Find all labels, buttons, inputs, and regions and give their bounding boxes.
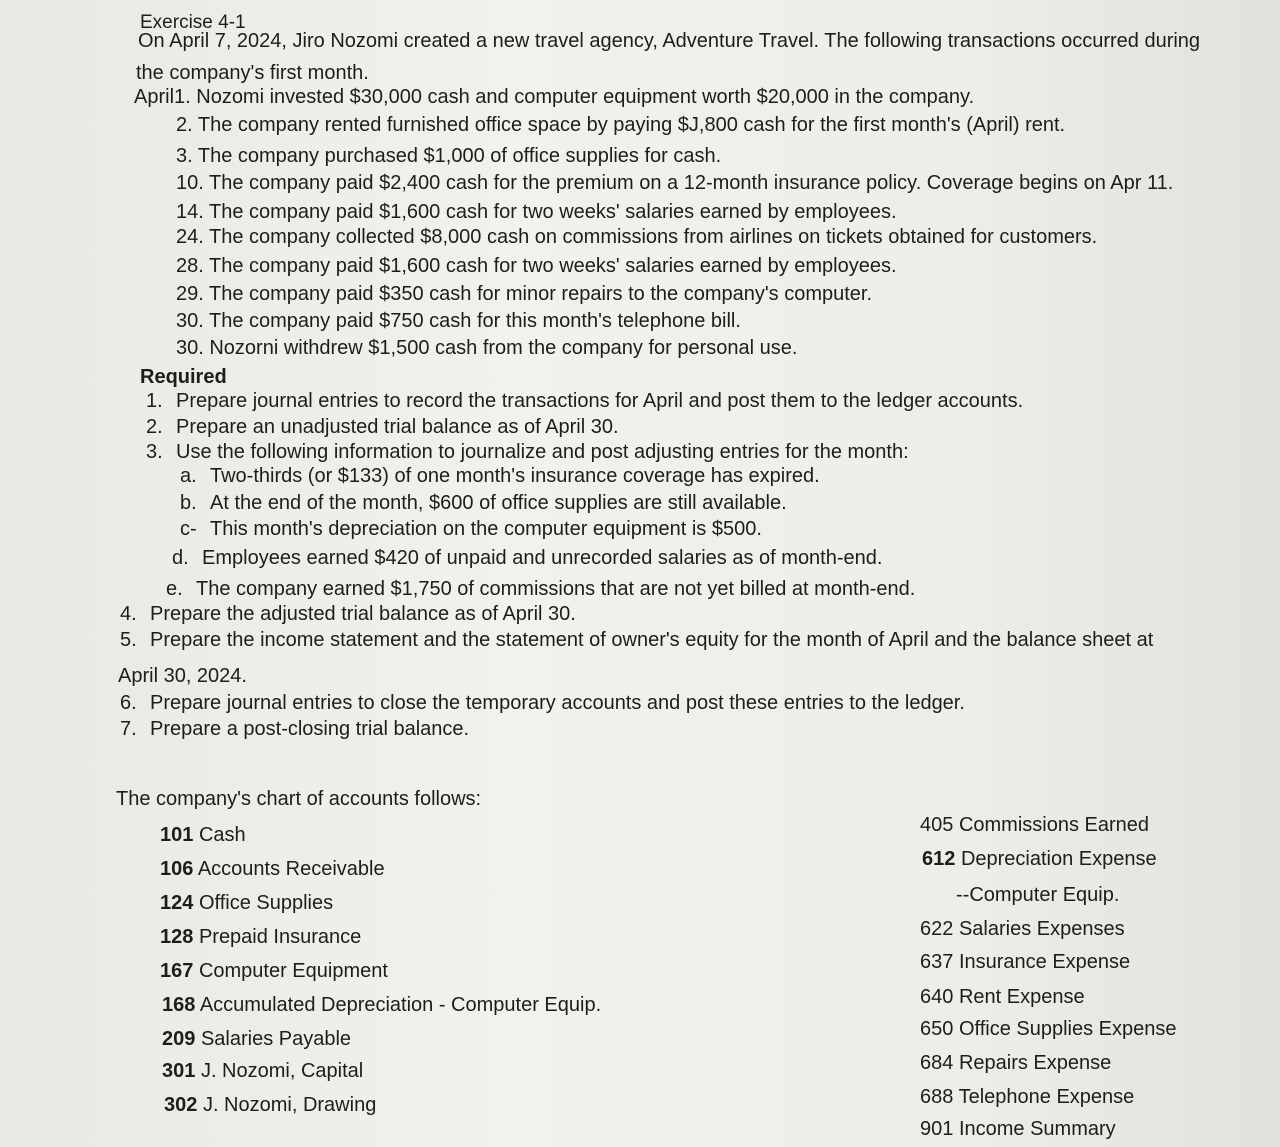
account-number: 637 <box>920 951 954 973</box>
account-name: Rent Expense <box>958 986 1085 1008</box>
transaction-line: 30. Nozorni withdrew $1,500 cash from the company for personal use. <box>176 337 798 359</box>
account-number: 128 <box>160 926 194 948</box>
account-name: Depreciation Expense <box>960 848 1157 870</box>
required-item-text: Prepare the income statement and the statement of owner's equity for the month of April and the balance sheet at <box>150 629 1154 651</box>
account-name: Computer Equipment <box>198 960 388 982</box>
adjustment-item <box>166 578 915 601</box>
transaction-line: 24. The company collected $8,000 cash on commissions from airlines on tickets obtained for customers. <box>176 226 1098 248</box>
required-item-text: April 30, 2024. <box>118 665 247 687</box>
transaction-line: 28. The company paid $1,600 cash for two weeks' salaries earned by employees. <box>176 255 897 277</box>
account-entry <box>160 960 388 983</box>
adjustment-item <box>180 492 787 515</box>
account-name: Salaries Payable <box>200 1028 352 1050</box>
account-name: Accounts Receivable <box>197 858 385 880</box>
transaction-line: 29. The company paid $350 cash for minor repairs to the company's computer. <box>176 283 873 305</box>
transaction-line: 14. The company paid $1,600 cash for two weeks' salaries earned by employees. <box>176 201 897 223</box>
required-item <box>120 629 1153 652</box>
account-number: 101 <box>160 824 194 846</box>
account-number: 405 <box>920 814 954 836</box>
required-item <box>146 416 619 439</box>
account-entry-continued <box>956 884 1119 907</box>
required-item-number: 1. <box>146 390 163 412</box>
account-name: Cash <box>198 824 246 846</box>
account-number: 124 <box>160 892 194 914</box>
account-number: 167 <box>160 960 194 982</box>
account-number: 168 <box>162 994 196 1016</box>
account-entry <box>160 824 246 847</box>
account-name: Telephone Expense <box>958 1086 1135 1108</box>
account-name: J. Nozomi, Capital <box>200 1060 364 1082</box>
adjustment-letter: e. <box>166 578 183 600</box>
account-entry <box>920 918 1125 941</box>
account-entry <box>920 951 1130 974</box>
account-name: Insurance Expense <box>958 951 1131 973</box>
account-name: Office Supplies <box>198 892 334 914</box>
account-entry <box>160 926 361 949</box>
required-item-text: Prepare journal entries to close the temporary accounts and post these entries to the ledger. <box>150 692 965 714</box>
account-name: J. Nozomi, Drawing <box>202 1094 377 1116</box>
account-entry <box>162 994 601 1017</box>
required-item <box>120 718 469 741</box>
account-name: Office Supplies Expense <box>958 1018 1177 1040</box>
account-name: Commissions Earned <box>958 814 1150 836</box>
account-number: 650 <box>920 1018 954 1040</box>
required-item <box>146 390 1023 413</box>
account-number: 622 <box>920 918 954 940</box>
transaction-line: 10. The company paid $2,400 cash for the premium on a 12-month insurance policy. Coverage begins on Apr 11. <box>176 172 1174 194</box>
adjustment-text: At the end of the month, $600 of office supplies are still available. <box>210 492 787 514</box>
adjustment-text: This month's depreciation on the computer equipment is $500. <box>210 518 762 540</box>
account-entry <box>920 986 1085 1009</box>
account-name: Repairs Expense <box>958 1052 1112 1074</box>
exercise-title: Exercise 4-1 <box>140 12 246 33</box>
account-number: 684 <box>920 1052 954 1074</box>
account-name: --Computer Equip. <box>956 884 1120 906</box>
account-number: 106 <box>160 858 194 880</box>
transaction-line: 3. The company purchased $1,000 of office supplies for cash. <box>176 145 722 167</box>
required-item-number: 6. <box>120 692 137 714</box>
account-entry <box>920 1118 1116 1141</box>
account-number: 612 <box>922 848 956 870</box>
required-item-number: 5. <box>120 629 137 651</box>
adjustment-item <box>172 547 882 570</box>
required-item-text: Prepare journal entries to record the transactions for April and post them to the ledger accounts. <box>176 390 1024 412</box>
account-entry <box>164 1094 376 1117</box>
required-heading: Required <box>140 366 227 388</box>
adjustment-text: The company earned $1,750 of commissions that are not yet billed at month-end. <box>196 578 916 600</box>
transaction-line: 30. The company paid $750 cash for this month's telephone bill. <box>176 310 741 332</box>
adjustment-item <box>180 518 762 541</box>
adjustment-letter: c- <box>180 518 197 540</box>
required-item-number: 2. <box>146 416 163 438</box>
adjustment-letter: d. <box>172 547 189 569</box>
required-item-number: 7. <box>120 718 137 740</box>
required-item-continued <box>118 665 247 688</box>
required-item-text: Use the following information to journalize and post adjusting entries for the month: <box>176 441 909 463</box>
account-entry <box>920 814 1149 837</box>
account-name: Income Summary <box>958 1118 1116 1140</box>
adjustment-text: Employees earned $420 of unpaid and unrecorded salaries as of month-end. <box>202 547 883 569</box>
required-item-text: Prepare a post-closing trial balance. <box>150 718 470 740</box>
account-name: Salaries Expenses <box>958 918 1125 940</box>
account-name: Accumulated Depreciation - Computer Equip. <box>199 994 602 1016</box>
required-item-text: Prepare an unadjusted trial balance as of April 30. <box>176 416 619 438</box>
account-entry <box>920 1052 1111 1075</box>
account-number: 640 <box>920 986 954 1008</box>
transaction-line: 2. The company rented furnished office space by paying $J,800 cash for the first month's (April) rent. <box>176 114 1066 136</box>
required-item-number: 4. <box>120 603 137 625</box>
required-item-number: 3. <box>146 441 163 463</box>
account-number: 301 <box>162 1060 196 1082</box>
account-entry <box>920 1018 1176 1041</box>
account-entry <box>162 1060 363 1083</box>
account-entry <box>922 848 1157 871</box>
account-number: 302 <box>164 1094 198 1116</box>
adjustment-item <box>180 465 820 488</box>
required-item <box>120 692 965 715</box>
adjustment-letter: b. <box>180 492 197 514</box>
transaction-line: April1. Nozomi invested $30,000 cash and computer equipment worth $20,000 in the company. <box>134 86 975 108</box>
required-item <box>146 441 909 464</box>
account-entry <box>160 858 385 881</box>
account-number: 901 <box>920 1118 954 1140</box>
chart-of-accounts-title: The company's chart of accounts follows: <box>116 788 482 810</box>
adjustment-letter: a. <box>180 465 197 487</box>
required-item <box>120 603 576 626</box>
account-entry <box>162 1028 351 1051</box>
exercise-intro-line2: the company's first month. <box>136 62 369 84</box>
adjustment-text: Two-thirds (or $133) of one month's insurance coverage has expired. <box>210 465 820 487</box>
required-item-text: Prepare the adjusted trial balance as of April 30. <box>150 603 576 625</box>
account-number: 209 <box>162 1028 196 1050</box>
account-entry <box>920 1086 1134 1109</box>
account-name: Prepaid Insurance <box>198 926 362 948</box>
account-number: 688 <box>920 1086 954 1108</box>
account-entry <box>160 892 333 915</box>
exercise-intro-line1: On April 7, 2024, Jiro Nozomi created a new travel agency, Adventure Travel. The following transactions occurred during <box>138 30 1201 52</box>
